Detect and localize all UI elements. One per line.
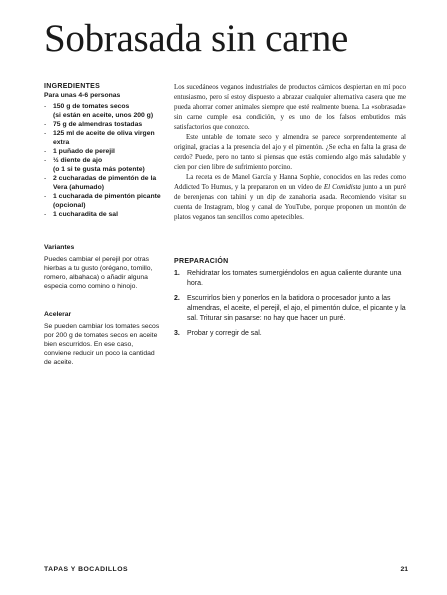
- ingredients-section: [44, 82, 162, 219]
- variantes-text: Puedes cambiar el perejil por otras hierbas a tu gusto (orégano, tomillo, romero, albahaca) o añadir alguna especia como comino o hinojo.: [44, 256, 153, 290]
- step-item: 2. Escurrirlos bien y ponerlos en la batidora o procesador junto a las almendras, el aceite, el perejil, el ajo, el pimentón dulce, el picante y la sal. Triturar sin pasarse: no hay que hacer un puré.: [174, 295, 406, 322]
- ingredient-item: - 75 g de almendras tostadas: [44, 121, 143, 128]
- page-number: 21: [400, 566, 408, 573]
- variantes-heading: Variantes: [44, 244, 75, 251]
- ingredient-item: - ½ diente de ajo (o 1 si te gusta más potente): [44, 157, 145, 173]
- ingredient-item: - 1 cucharadita de sal: [44, 211, 118, 218]
- preparation-heading: PREPARACIÓN: [174, 258, 229, 265]
- preparation-section: [174, 257, 406, 344]
- page-title: Sobrasada sin carne: [44, 17, 349, 60]
- ingredient-item: - 1 puñado de perejil: [44, 148, 115, 155]
- ingredient-item: - 1 cucharada de pimentón picante (opcional): [44, 193, 161, 209]
- ingredients-list: [44, 102, 162, 219]
- show-name: El Comidista: [323, 183, 361, 191]
- intro-paragraph: Los sucedáneos veganos industriales de productos cárnicos despiertan en mí poco entusiasmo, pero sí estoy dispuesto a abrazar cualquier alternativa casera que me pueda ahorrar comer animales siempre que esté realmente buena. La «sobrasada» sin carne cumple esa condición, y es uno de los falsos embutidos más satisfactorios que conozco.: [174, 83, 406, 131]
- ingredient-item: - 125 ml de aceite de oliva virgen extra: [44, 130, 155, 146]
- variantes-section: [44, 243, 162, 291]
- ingredients-heading: INGREDIENTES: [44, 83, 101, 90]
- step-item: 3. Probar y corregir de sal.: [174, 330, 262, 337]
- intro-paragraph: Este untable de tomate seco y almendra se parece sorprendentemente al original, gracias a la presencia del ajo y el pimentón. ¿Se echa en falta la grasa de cerdo? Puede, pero no tanto si piensas que estás comiendo algo más saludable y cien por cien libre de sufrimiento porcino.: [174, 133, 406, 171]
- acelerar-text: Se pueden cambiar los tomates secos por 200 g de tomates secos en aceite bien escurridos. En ese caso, conviene reducir un poco la cantidad de aceite.: [44, 323, 160, 366]
- acelerar-section: [44, 310, 162, 367]
- footer-section-label: TAPAS Y BOCADILLOS: [44, 566, 129, 573]
- intro-paragraph: La receta es de Manel García y Hanna Sophie, conocidos en las redes como Addicted To Humus, y la prepararon en un vídeo de El Comidista junto a un puré de berenjenas con tahini y un dip de zanahoria asada. Recomiendo visitar su cuenta de Instagram, blog y canal de YouTube, porque proponen un montón de platos veganos tan sencillos como apetecibles.: [174, 173, 406, 221]
- intro-text: [174, 82, 406, 222]
- steps-list: [174, 269, 406, 339]
- step-item: 1. Rehidratar los tomates sumergiéndolos en agua caliente durante una hora.: [174, 270, 402, 287]
- ingredient-item: - 2 cucharadas de pimentón de la Vera (ahumado): [44, 175, 157, 191]
- acelerar-heading: Acelerar: [44, 311, 72, 318]
- servings: Para unas 4-6 personas: [44, 92, 121, 99]
- ingredient-item: - 150 g de tomates secos (si están en aceite, unos 200 g): [44, 103, 154, 119]
